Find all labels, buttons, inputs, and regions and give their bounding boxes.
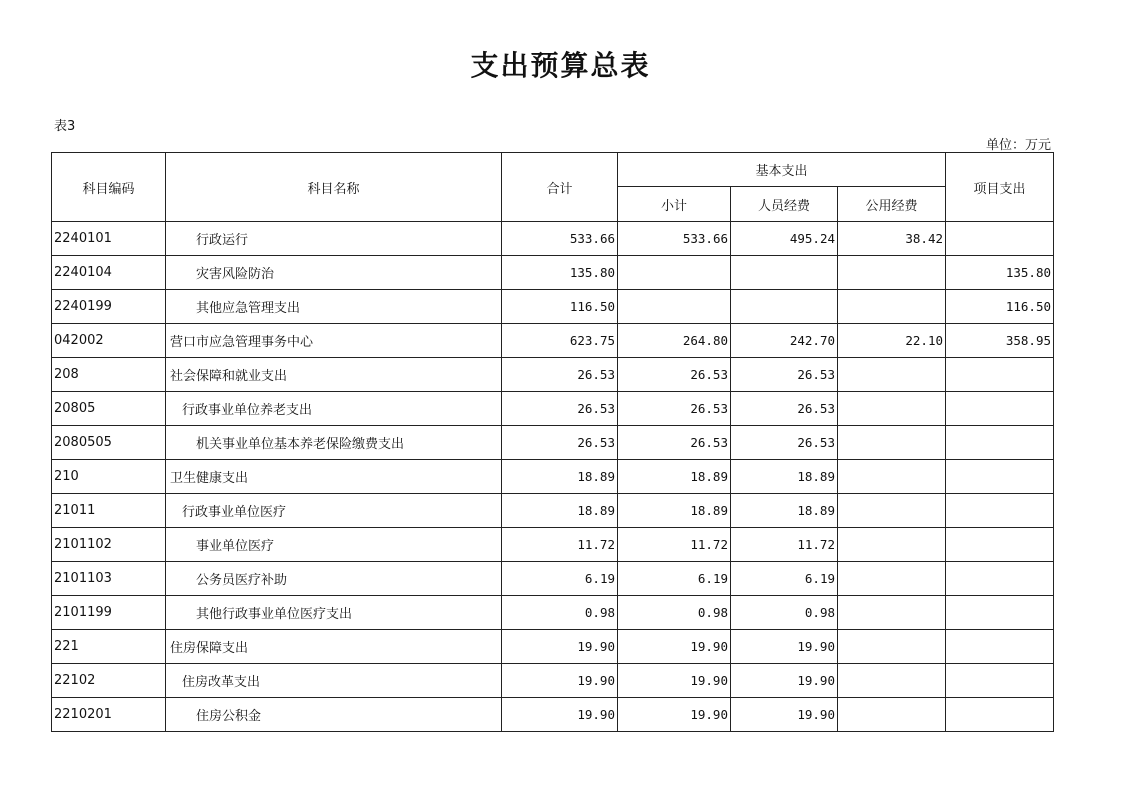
header-row-1 [52,153,1054,187]
header-code: 科目编码 [52,153,166,222]
cell-personnel: 19.90 [731,630,838,664]
table-row [52,290,1054,324]
cell-total: 135.80 [502,256,618,290]
cell-personnel: 18.89 [731,494,838,528]
cell-code: 2240104 [52,256,166,290]
cell-subtotal: 264.80 [618,324,731,358]
cell-subtotal: 18.89 [618,494,731,528]
cell-subtotal: 19.90 [618,698,731,732]
cell-subtotal: 18.89 [618,460,731,494]
cell-personnel: 242.70 [731,324,838,358]
cell-public [838,392,946,426]
cell-name: 其他行政事业单位医疗支出 [166,596,502,630]
cell-project: 358.95 [946,324,1054,358]
cell-total: 18.89 [502,460,618,494]
cell-project [946,596,1054,630]
cell-total: 11.72 [502,528,618,562]
cell-total: 623.75 [502,324,618,358]
cell-project [946,426,1054,460]
cell-name: 住房公积金 [166,698,502,732]
table-row [52,460,1054,494]
table-row [52,426,1054,460]
cell-total: 6.19 [502,562,618,596]
cell-project [946,698,1054,732]
cell-personnel: 18.89 [731,460,838,494]
cell-code: 2240199 [52,290,166,324]
table-row [52,324,1054,358]
cell-public [838,460,946,494]
budget-table [51,152,1054,732]
cell-personnel: 26.53 [731,426,838,460]
cell-total: 26.53 [502,426,618,460]
table-row [52,698,1054,732]
header-personnel: 人员经费 [731,187,838,222]
cell-total: 116.50 [502,290,618,324]
cell-name: 住房改革支出 [166,664,502,698]
cell-personnel: 495.24 [731,222,838,256]
cell-code: 208 [52,358,166,392]
cell-name: 行政事业单位医疗 [166,494,502,528]
cell-name: 社会保障和就业支出 [166,358,502,392]
cell-name: 机关事业单位基本养老保险缴费支出 [166,426,502,460]
cell-personnel: 19.90 [731,698,838,732]
cell-subtotal: 533.66 [618,222,731,256]
cell-code: 2240101 [52,222,166,256]
cell-code: 210 [52,460,166,494]
cell-project [946,562,1054,596]
cell-name: 住房保障支出 [166,630,502,664]
cell-public [838,256,946,290]
table-row [52,222,1054,256]
header-name: 科目名称 [166,153,502,222]
cell-public [838,358,946,392]
header-subtotal: 小计 [618,187,731,222]
header-basic: 基本支出 [618,153,946,187]
cell-name: 灾害风险防治 [166,256,502,290]
cell-project [946,358,1054,392]
cell-total: 26.53 [502,358,618,392]
cell-name: 卫生健康支出 [166,460,502,494]
cell-personnel: 6.19 [731,562,838,596]
table-row [52,562,1054,596]
cell-name: 其他应急管理支出 [166,290,502,324]
cell-public [838,494,946,528]
cell-public [838,528,946,562]
header-total: 合计 [502,153,618,222]
cell-public [838,290,946,324]
cell-subtotal: 19.90 [618,630,731,664]
cell-personnel [731,256,838,290]
cell-subtotal [618,256,731,290]
table-row [52,256,1054,290]
cell-personnel [731,290,838,324]
cell-subtotal: 0.98 [618,596,731,630]
cell-total: 0.98 [502,596,618,630]
table-row [52,392,1054,426]
cell-subtotal: 6.19 [618,562,731,596]
cell-subtotal: 26.53 [618,426,731,460]
header-public: 公用经费 [838,187,946,222]
cell-subtotal: 19.90 [618,664,731,698]
cell-subtotal: 11.72 [618,528,731,562]
cell-total: 533.66 [502,222,618,256]
cell-personnel: 11.72 [731,528,838,562]
cell-total: 19.90 [502,664,618,698]
table-row [52,596,1054,630]
cell-project [946,664,1054,698]
cell-subtotal: 26.53 [618,392,731,426]
cell-code: 2101102 [52,528,166,562]
cell-public: 22.10 [838,324,946,358]
cell-public [838,698,946,732]
cell-public [838,562,946,596]
cell-code: 2210201 [52,698,166,732]
cell-public [838,664,946,698]
unit-label: 单位：万元 [985,138,1051,153]
cell-project [946,528,1054,562]
cell-project [946,494,1054,528]
cell-project: 116.50 [946,290,1054,324]
cell-personnel: 19.90 [731,664,838,698]
cell-project: 135.80 [946,256,1054,290]
cell-total: 18.89 [502,494,618,528]
cell-project [946,460,1054,494]
cell-project [946,222,1054,256]
cell-code: 20805 [52,392,166,426]
cell-total: 19.90 [502,630,618,664]
cell-subtotal: 26.53 [618,358,731,392]
cell-public [838,630,946,664]
table-row [52,664,1054,698]
cell-name: 营口市应急管理事务中心 [166,324,502,358]
header-project: 项目支出 [946,153,1054,222]
cell-name: 行政运行 [166,222,502,256]
cell-name: 公务员医疗补助 [166,562,502,596]
table-row [52,358,1054,392]
cell-subtotal [618,290,731,324]
cell-project [946,392,1054,426]
cell-code: 2101103 [52,562,166,596]
cell-code: 042002 [52,324,166,358]
cell-code: 2101199 [52,596,166,630]
cell-total: 26.53 [502,392,618,426]
cell-code: 21011 [52,494,166,528]
cell-code: 2080505 [52,426,166,460]
table-body [52,222,1054,732]
cell-public [838,596,946,630]
cell-personnel: 26.53 [731,392,838,426]
cell-public [838,426,946,460]
cell-public: 38.42 [838,222,946,256]
cell-code: 22102 [52,664,166,698]
table-number: 表3 [54,119,76,134]
table-row [52,494,1054,528]
cell-name: 事业单位医疗 [166,528,502,562]
cell-project [946,630,1054,664]
cell-total: 19.90 [502,698,618,732]
cell-personnel: 26.53 [731,358,838,392]
page-title: 支出预算总表 [470,49,651,82]
table-row [52,630,1054,664]
cell-name: 行政事业单位养老支出 [166,392,502,426]
cell-code: 221 [52,630,166,664]
cell-personnel: 0.98 [731,596,838,630]
table-row [52,528,1054,562]
